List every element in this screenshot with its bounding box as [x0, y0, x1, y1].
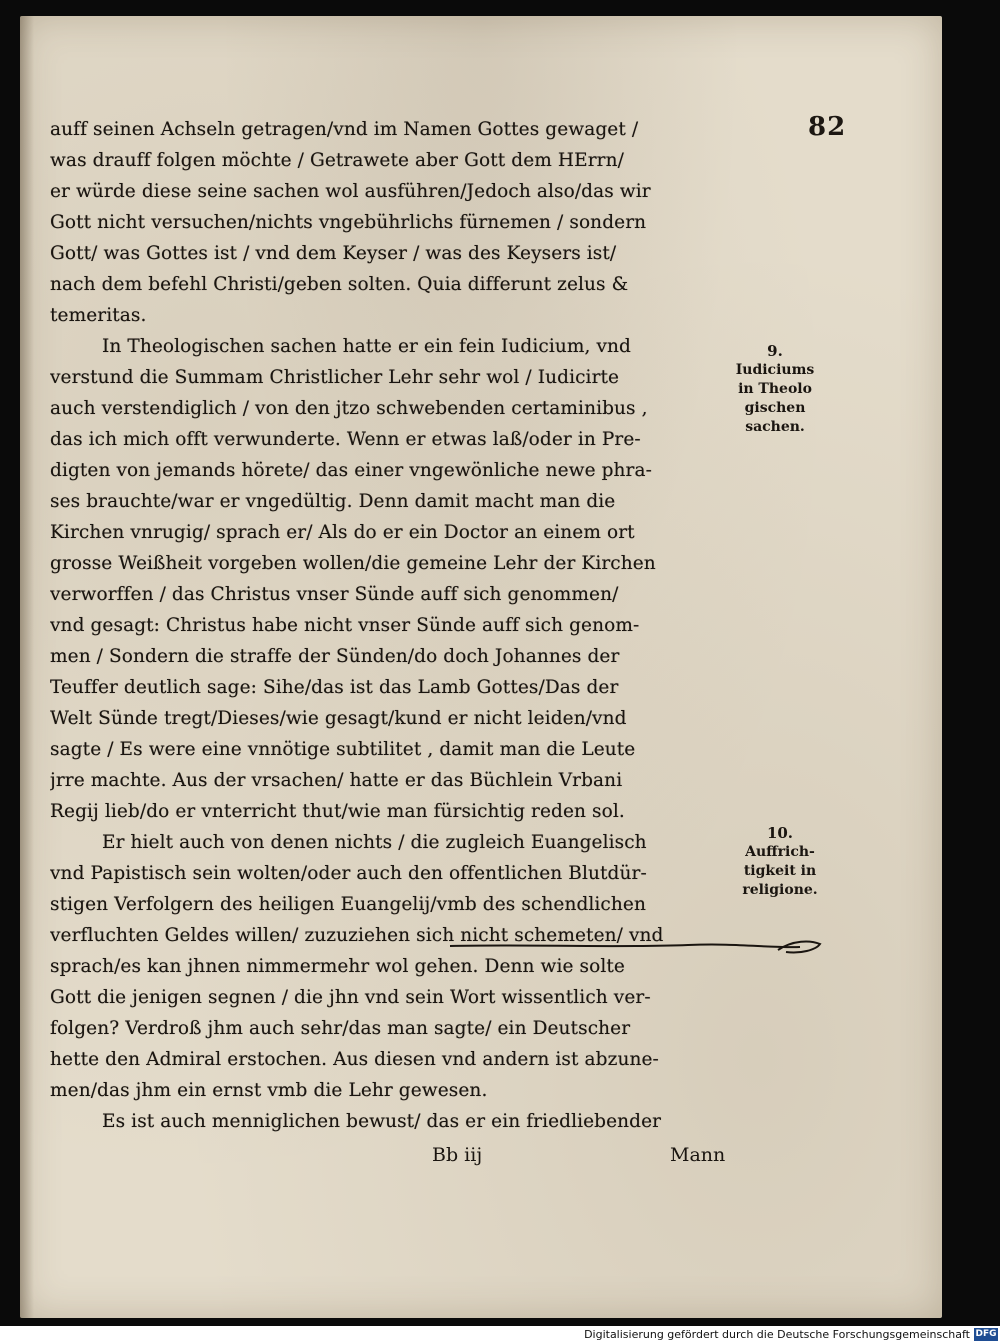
- marginal-note-line: religione.: [742, 882, 818, 898]
- text-line: In Theologischen sachen hatte er ein fein Iudicium, vnd: [102, 336, 631, 357]
- marginal-note-9: [720, 342, 830, 437]
- text-line: men/das jhm ein ernst vmb die Lehr gewesen.: [50, 1080, 488, 1101]
- text-line: das ich mich offt verwunderte. Wenn er etwas laß/oder in Pre-: [50, 429, 641, 450]
- text-line: ses brauchte/war er vngedültig. Denn damit macht man die: [50, 491, 616, 512]
- text-line: folgen? Verdroß jhm auch sehr/das man sagte/ ein Deutscher: [50, 1018, 631, 1039]
- page-number: 82: [808, 112, 847, 142]
- text-line: jrre machte. Aus der vrsachen/ hatte er das Büchlein Vrbani: [50, 770, 623, 791]
- dfg-logo: DFG: [975, 1329, 997, 1339]
- text-line: was drauff folgen möchte / Getrawete aber Gott dem HErrn/: [50, 150, 624, 171]
- marginal-note-line: in Theolo: [738, 381, 812, 397]
- text-line: er würde diese seine sachen wol ausführen/Jedoch also/das wir: [50, 181, 651, 202]
- text-line: Welt Sünde tregt/Dieses/wie gesagt/kund er nicht leiden/vnd: [50, 708, 627, 729]
- marginal-note-line: gischen: [744, 400, 806, 416]
- text-line: nach dem befehl Christi/geben solten. Quia differunt zelus &: [50, 274, 629, 295]
- text-line: Kirchen vnrugig/ sprach er/ Als do er ein Doctor an einem ort: [50, 522, 635, 543]
- text-line: Gott/ was Gottes ist / vnd dem Keyser / was des Keysers ist/: [50, 243, 617, 264]
- signature-mark: Bb iij: [432, 1144, 483, 1166]
- page-gutter-shadow: [20, 16, 34, 1318]
- catchword-line: [50, 1144, 740, 1175]
- text-line: auch verstendiglich / von den jtzo schwebenden certaminibus ,: [50, 398, 648, 419]
- marginal-note-line: Auffrich-: [745, 844, 815, 860]
- book-page: [20, 16, 942, 1318]
- text-line: Gott die jenigen segnen / die jhn vnd sein Wort wissentlich ver-: [50, 987, 651, 1008]
- marginal-note-number: 10.: [766, 824, 794, 842]
- handwritten-underline: [448, 934, 828, 964]
- catchword: Mann: [670, 1144, 726, 1166]
- text-line: sagte / Es were eine vnnötige subtilitet , damit man die Leute: [50, 739, 636, 760]
- text-line: temeritas.: [50, 305, 147, 326]
- marginal-note-line: tigkeit in: [743, 863, 817, 879]
- text-line: hette den Admiral erstochen. Aus diesen vnd andern ist abzune-: [50, 1049, 659, 1070]
- marginal-note-line: sachen.: [745, 419, 805, 435]
- funding-credit: Digitalisierung gefördert durch die Deutsche Forschungsgemeinschaft: [584, 1328, 970, 1341]
- text-line: Er hielt auch von denen nichts / die zugleich Euangelisch: [102, 832, 647, 853]
- text-line: men / Sondern die straffe der Sünden/do doch Johannes der: [50, 646, 620, 667]
- text-line: Es ist auch menniglichen bewust/ das er ein friedliebender: [102, 1111, 662, 1132]
- marginal-note-line: Iudiciums: [735, 362, 815, 378]
- text-line: verfluchten Geldes willen/ zuzuziehen sich nicht schemeten/ vnd: [50, 925, 664, 946]
- text-line: stigen Verfolgern des heiligen Euangelij/vmb des schendlichen: [50, 894, 646, 915]
- text-line: Teuffer deutlich sage: Sihe/das ist das Lamb Gottes/Das der: [50, 677, 619, 698]
- text-line: vnd Papistisch sein wolten/oder auch den offentlichen Blutdür-: [50, 863, 647, 884]
- text-line: verworffen / das Christus vnser Sünde auff sich genommen/: [50, 584, 619, 605]
- marginal-note-number: 9.: [767, 342, 783, 360]
- text-line: vnd gesagt: Christus habe nicht vnser Sünde auff sich genom-: [50, 615, 640, 636]
- text-line: auff seinen Achseln getragen/vnd im Namen Gottes gewaget /: [50, 119, 639, 140]
- text-line: verstund die Summam Christlicher Lehr sehr wol / Iudicirte: [50, 367, 620, 388]
- text-line: Regij lieb/do er vnterricht thut/wie man fürsichtig reden sol.: [50, 801, 625, 822]
- marginal-note-10: [725, 824, 835, 900]
- text-line: Gott nicht versuchen/nichts vngebührlichs fürnemen / sondern: [50, 212, 647, 233]
- text-line: digten von jemands hörete/ das einer vngewönliche newe phra-: [50, 460, 652, 481]
- text-line: sprach/es kan jhnen nimmermehr wol gehen. Denn wie solte: [50, 956, 625, 977]
- body-text: [50, 114, 740, 1137]
- footer-bar: [0, 1326, 1000, 1344]
- text-line: grosse Weißheit vorgeben wollen/die gemeine Lehr der Kirchen: [50, 553, 656, 574]
